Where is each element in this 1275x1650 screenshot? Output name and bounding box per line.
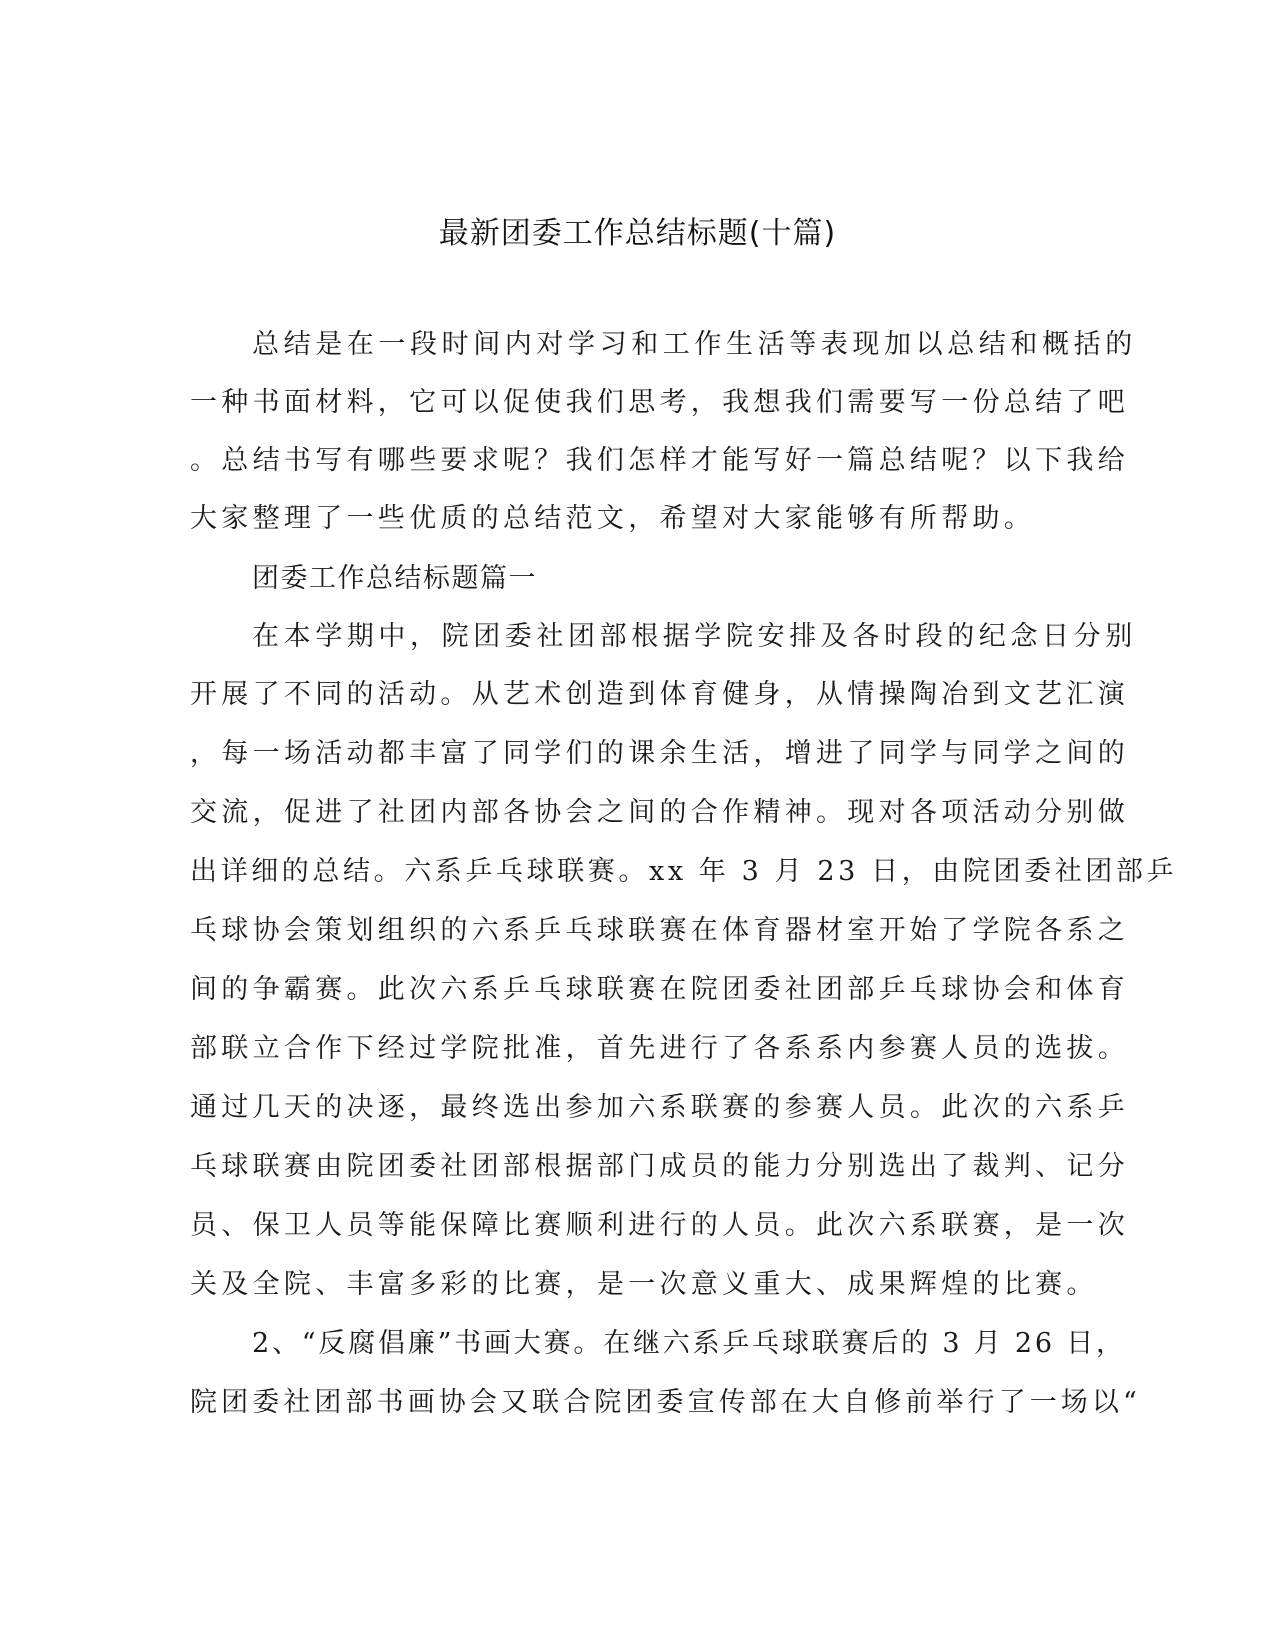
paragraph-line: 大家整理了一些优质的总结范文，希望对大家能够有所帮助。: [190, 503, 1036, 534]
paragraph-line: 部联立合作下经过学院批准，首先进行了各系系内参赛人员的选拔。: [190, 1033, 1129, 1064]
paragraph-line: 间的争霸赛。此次六系乒乓球联赛在院团委社团部乒乓球协会和体育: [190, 974, 1129, 1005]
paragraph-line: 通过几天的决逐，最终选出参加六系联赛的参赛人员。此次的六系乒: [190, 1092, 1129, 1123]
paragraph-line: 一种书面材料，它可以促使我们思考，我想我们需要写一份总结了吧: [190, 387, 1129, 418]
paragraph-line: ，每一场活动都丰富了同学们的课余生活，增进了同学与同学之间的: [190, 738, 1129, 769]
paragraph-line: 出详细的总结。六系乒乓球联赛。xx 年 3 月 23 日，由院团委社团部乒: [190, 856, 1178, 887]
paragraph-line: 交流，促进了社团内部各协会之间的合作精神。现对各项活动分别做: [190, 797, 1129, 828]
paragraph-line: 关及全院、丰富多彩的比赛，是一次意义重大、成果辉煌的比赛。: [190, 1269, 1098, 1300]
paragraph-line: 员、保卫人员等能保障比赛顺利进行的人员。此次六系联赛，是一次: [190, 1210, 1129, 1241]
paragraph-line: 2、“反腐倡廉”书画大赛。在继六系乒乓球联赛后的 3 月 26 日，: [252, 1328, 1126, 1359]
paragraph-line: 乓球联赛由院团委社团部根据部门成员的能力分别选出了裁判、记分: [190, 1151, 1129, 1182]
paragraph-line: 。总结书写有哪些要求呢？我们怎样才能写好一篇总结呢？以下我给: [190, 445, 1129, 476]
paragraph-line: 乓球协会策划组织的六系乒乓球联赛在体育器材室开始了学院各系之: [190, 915, 1129, 946]
paragraph-line: 院团委社团部书画协会又联合院团委宣传部在大自修前举行了一场以“: [190, 1387, 1141, 1418]
document-title: 最新团委工作总结标题(十篇): [438, 216, 837, 251]
section-heading: 团委工作总结标题篇一: [252, 563, 537, 594]
paragraph-line: 在本学期中，院团委社团部根据学院安排及各时段的纪念日分别: [252, 621, 1137, 652]
paragraph-line: 开展了不同的活动。从艺术创造到体育健身，从情操陶冶到文艺汇演: [190, 679, 1129, 710]
paragraph-line: 总结是在一段时间内对学习和工作生活等表现加以总结和概括的: [252, 329, 1137, 360]
